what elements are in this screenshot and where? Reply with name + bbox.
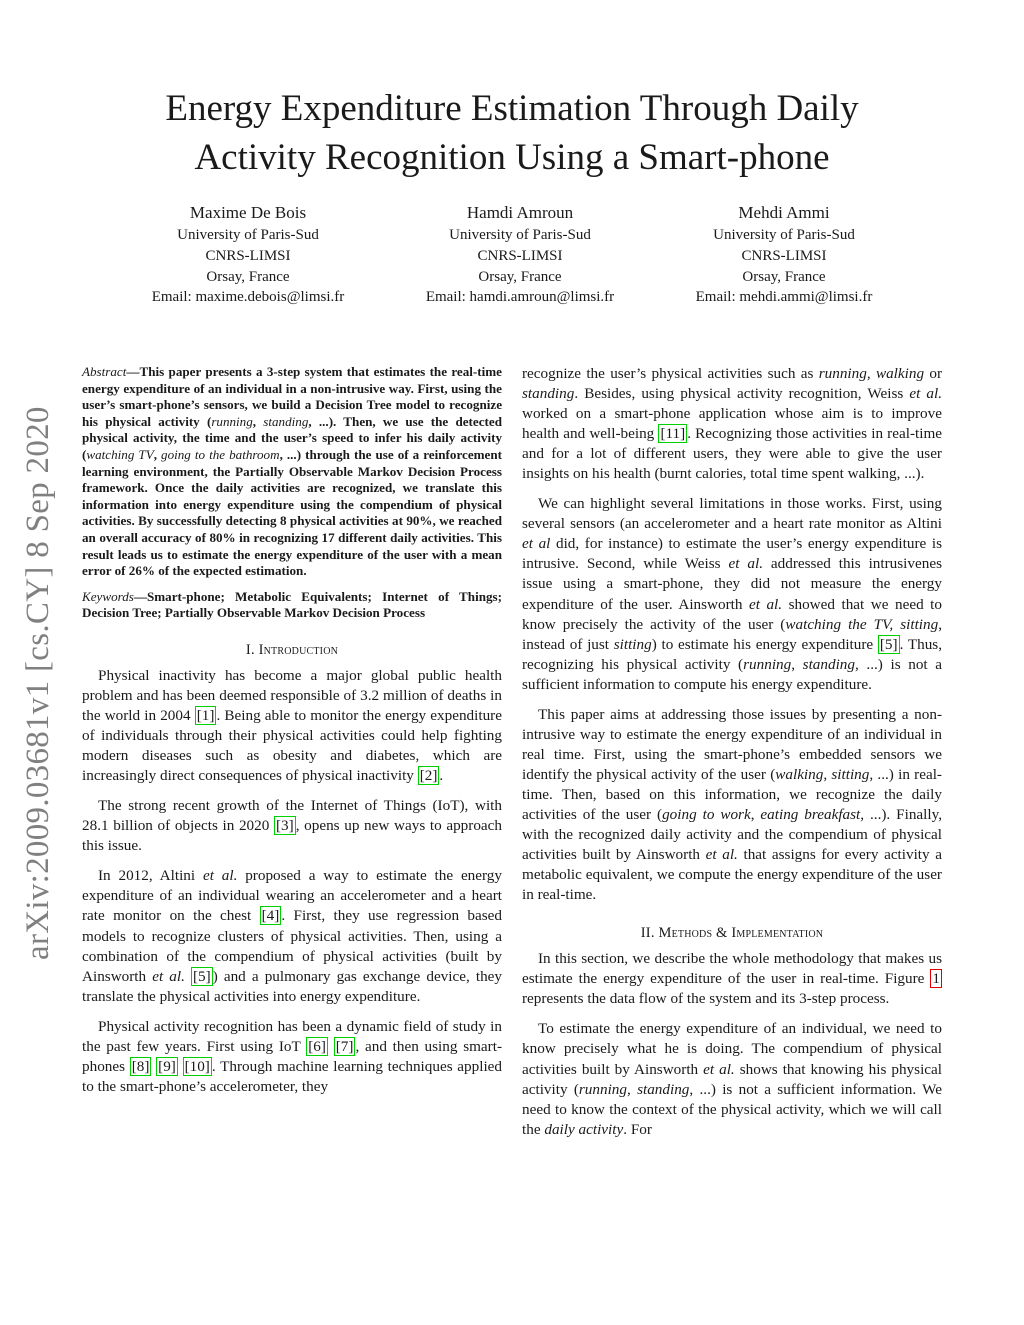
author-email[interactable]: Email: mehdi.ammi@limsi.fr: [695, 289, 873, 306]
paragraph-intro-3: In 2012, Altini et al. proposed a way to estimate the energy expenditure of an individual wearing an accelerometer and a heart rate monitor on the chest [4] . First, they use regression based models to recognize clusters of physical activities. Then, using a combination of the compendium of physical activities (built by Ainsworth et al. [5] ) and a pulmonary gas exchange device, they translate the physical activities into energy expenditure.: [82, 867, 503, 1005]
citation-link[interactable]: [10]: [184, 1057, 210, 1075]
paragraph-intro-6: We can highlight several limitations in those works. First, using several sensors (an accelerometer and a heart rate monitor as Altini et al did, for instance) to estimate the user’s energy expenditure is intrusive. Second, while Weiss et al. addressed this intrusivenes issue using a smart-phone, they did not measure the energy expenditure of the user. Ainsworth et al. showed that we need to know precisely the activity of the user (watching the TV, sitting, instead of just sitting) to estimate his energy expenditure [5] . Thus, recognizing his physical activity (running, standing, ...) is not a sufficient information to compute his energy expenditure.: [522, 495, 943, 693]
author-city: Orsay, France: [742, 268, 826, 285]
paragraph-intro-7: This paper aims at addressing those issues by presenting a non-intrusive way to estimate the energy expenditure of an individual in real time. First, using the smart-phone’s embedded sensors we identify the physical activity of the user (walking, sitting, ...) in real-time. Then, based on this information, we recognize the daily activities of the user (going to work, eating breakfast, ...). Finally, with the recognized daily activity and the compendium of physical activities built by Ainsworth et al. that assigns for every activity a metabolic equivalent, we compute the energy expenditure of the user in real-time.: [522, 705, 942, 904]
author-affiliation: University of Paris-Sud: [449, 227, 591, 243]
citation-link[interactable]: [11]: [660, 425, 686, 443]
citation-link[interactable]: [6]: [308, 1037, 326, 1055]
figure-link[interactable]: 1: [932, 970, 940, 988]
author-affiliation: University of Paris-Sud: [713, 227, 855, 243]
arxiv-watermark: arXiv:2009.03681v1 [cs.CY] 8 Sep 2020: [20, 406, 56, 960]
left-column: [82, 364, 502, 1107]
paragraph-intro-5: recognize the user’s physical activities such as running, walking or standing. Besides, using physical activity recognition, Weiss et al. worked on a smart-phone application whose aim is to improve health and well-being [11] . Recognizing those activities in real-time and for a lot of different users, they were able to give the user insights on his health (burnt calories, total time spent walking, ...).: [522, 365, 943, 483]
author-name: Maxime De Bois: [189, 203, 307, 222]
author-lab: CNRS-LIMSI: [477, 247, 563, 264]
author-block-2: [370, 202, 670, 308]
citation-link[interactable]: [8]: [131, 1057, 150, 1075]
author-lab: CNRS-LIMSI: [741, 247, 827, 264]
citation-link[interactable]: [5]: [192, 967, 211, 985]
citation-link[interactable]: [3]: [275, 817, 294, 835]
section-heading-methods: II. Methods & Implementation: [640, 925, 824, 942]
paragraph-methods-2: To estimate the energy expenditure of an individual, we need to know precisely what he is doing. The compendium of physical activities built by Ainsworth et al. shows that knowing his physical activity (running, standing, ...) is not a sufficient information. We need to know the context of the physical activity, which we will call the daily activity. For: [522, 1020, 943, 1138]
citation-link[interactable]: [5]: [879, 635, 898, 653]
author-email[interactable]: Email: hamdi.amroun@limsi.fr: [425, 289, 615, 306]
author-city: Orsay, France: [206, 268, 290, 285]
citation-link[interactable]: [7]: [335, 1037, 354, 1055]
paper-title: [80, 84, 944, 182]
citation-link[interactable]: [4]: [261, 907, 280, 925]
citation-link[interactable]: [9]: [158, 1057, 176, 1075]
paragraph-methods-1: In this section, we describe the whole methodology that makes us estimate the energy expenditure of the user in real-time. Figure 1 represents the data flow of the system and its 3-step process.: [522, 950, 942, 1008]
title-line-2: Activity Recognition Using a Smart-phone: [194, 137, 830, 178]
section-heading-introduction: I. Introduction: [245, 641, 339, 658]
title-line-1: Energy Expenditure Estimation Through Daily: [165, 88, 859, 129]
author-block-3: [634, 202, 934, 308]
author-block-1: [98, 202, 398, 308]
author-name: Mehdi Ammi: [738, 203, 830, 222]
abstract: Abstract—This paper presents a 3-step system that estimates the real-time energy expenditure of an individual in a non-intrusive way. First, using the user’s smart-phone’s sensors, we build a Decision Tree model to recognize his physical activity (running, standing, ...). Then, we use the detected physical activity, the time and the user’s speed to infer his daily activity (watching TV, going to the bathroom, ...) through the use of a reinforcement learning environment, the Partially Observable Markov Decision Process framework. Once the daily activities are recognized, we translate this information into energy expenditure using the compendium of physical activities. By successfully detecting 8 physical activities at 90%, we reached an overall accuracy of 80% in recognizing 17 different daily activities. This result leads us to estimate the energy expenditure of the user with a mean error of 26% of the expected estimation.: [82, 364, 502, 579]
paragraph-intro-2: The strong recent growth of the Internet of Things (IoT), with 28.1 billion of objects in 2020 [3] , opens up new ways to approach this issue.: [82, 797, 502, 855]
citation-link[interactable]: [2]: [419, 767, 438, 785]
keywords: Keywords—Smart-phone; Metabolic Equivalents; Internet of Things; Decision Tree; Partially Observable Markov Decision Process: [82, 588, 502, 621]
author-city: Orsay, France: [478, 268, 562, 285]
author-name: Hamdi Amroun: [466, 203, 574, 222]
paragraph-intro-1: Physical inactivity has become a major global public health problem and has been deemed responsible of 3.2 million of deaths in the world in 2004 [1] . Being able to monitor the energy expenditure of individuals through their physical activities could help fighting modern diseases such as obesity and diabetes, which are increasingly direct consequences of physical inactivity [2] .: [82, 666, 502, 785]
author-email[interactable]: Email: maxime.debois@limsi.fr: [151, 289, 345, 306]
author-affiliation: University of Paris-Sud: [177, 227, 319, 243]
citation-link[interactable]: [1]: [196, 707, 215, 725]
paragraph-intro-4: Physical activity recognition has been a dynamic field of study in the past few years. First using IoT [6] [7] , and then using smart-phones [8] [9] [10] . Through machine learning techniques applied to the smart-phone’s accelerometer, they: [82, 1017, 503, 1095]
author-lab: CNRS-LIMSI: [205, 247, 291, 264]
right-column: [522, 364, 942, 1150]
